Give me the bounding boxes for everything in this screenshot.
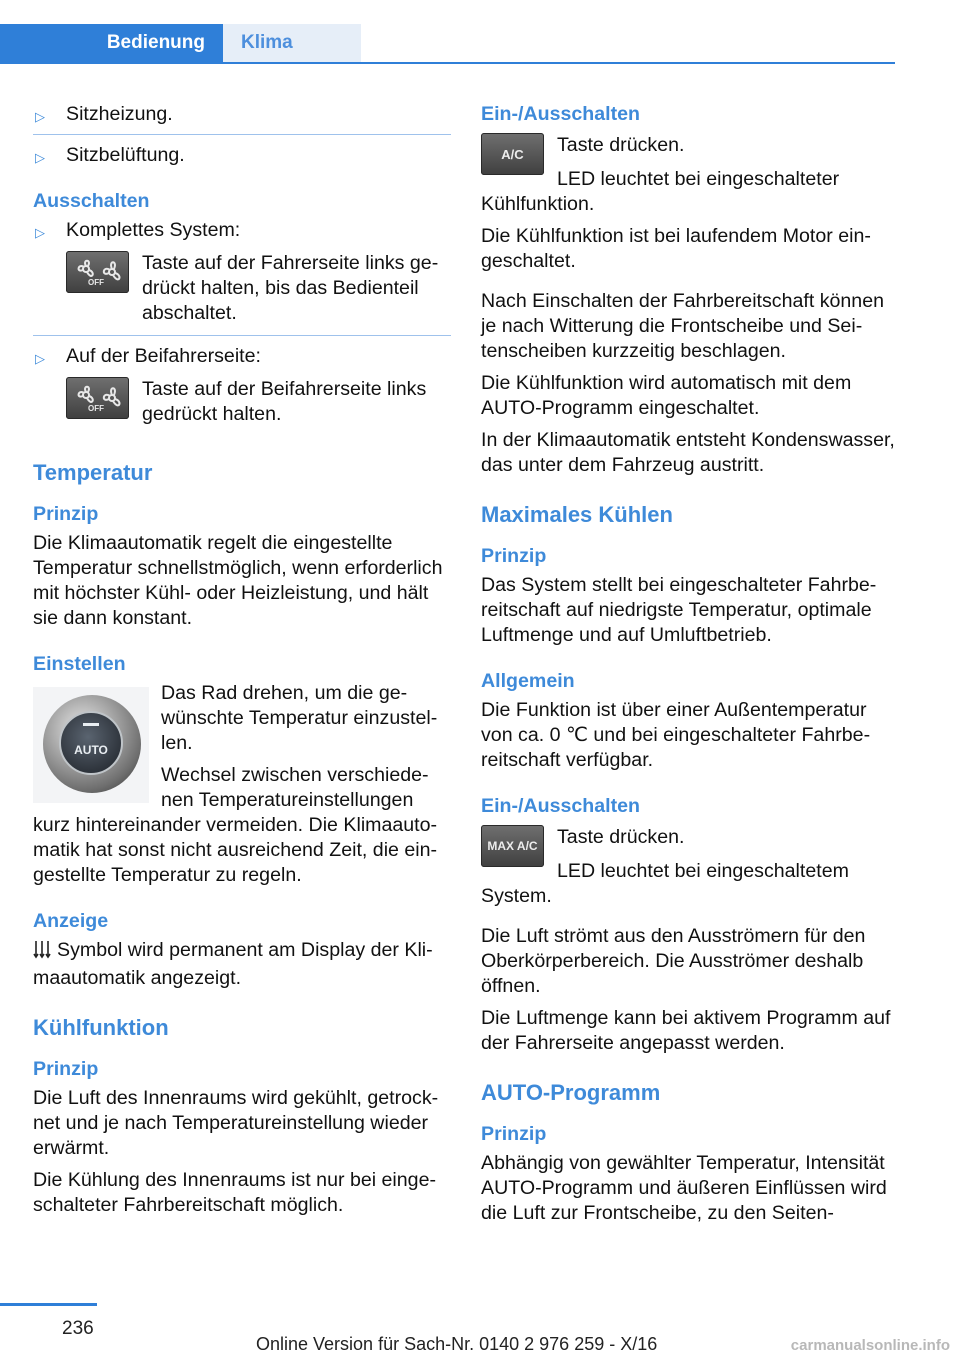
list-item-label: Auf der Beifahrerseite: <box>66 345 261 367</box>
paragraph: Abhängig von gewählter Temperatur, Intensität AUTO-Programm und äußeren Einflüssen wird die Luft zur Frontscheibe, zu den Seiten- <box>481 1152 887 1224</box>
list-item-text: Sitzbelüftung. <box>66 144 185 166</box>
right-column <box>481 102 899 1233</box>
paragraph: Nach Einschalten der Fahrbereitschaft können je nach Witterung die Frontscheibe und Seitenscheiben kurzzeitig beschlagen. <box>481 290 884 362</box>
header-tabs <box>0 24 895 64</box>
paragraph: Die Kühlfunktion ist bei laufendem Motor eingeschaltet. <box>481 225 871 272</box>
triangle-bullet-icon: ▷ <box>35 150 45 165</box>
section-heading: Maximales Kühlen <box>481 502 673 527</box>
list-item <box>33 102 451 135</box>
minus-icon <box>83 723 99 726</box>
tab-klima[interactable]: Klima <box>223 24 361 62</box>
footer-online-version: Online Version für Sach-Nr. 0140 2 976 259 - X/16 <box>256 1334 658 1354</box>
paragraph: In der Klimaautomatik entsteht Kondenswasser, das unter dem Fahrzeug austritt. <box>481 429 895 476</box>
section-heading: AUTO-Programm <box>481 1080 661 1105</box>
section-heading: Temperatur <box>33 460 153 485</box>
fan-off-button-icon <box>66 251 129 293</box>
footer-rule <box>0 1303 97 1306</box>
subsection-heading: Ein-/Ausschalten <box>481 103 640 125</box>
svg-text:OFF: OFF <box>87 404 104 413</box>
max-ac-button-icon: MAX A/C <box>481 825 544 867</box>
fan-off-button-icon <box>66 377 129 419</box>
svg-text:OFF: OFF <box>87 278 104 287</box>
list-item-label: Komplettes System: <box>66 219 241 241</box>
paragraph: Taste drücken. <box>557 134 685 156</box>
list-item-text: Sitzheizung. <box>66 103 173 125</box>
subsection-heading: Ein-/Ausschalten <box>481 795 640 817</box>
temperature-knob-image <box>33 687 149 803</box>
paragraph: Die Luft des Innenraums wird gekühlt, getrocknet und je nach Temperatureinstellung wieder erwärmt. <box>33 1087 439 1159</box>
paragraph: Taste drücken. <box>557 826 685 848</box>
subsection-heading: Prinzip <box>481 545 547 567</box>
triangle-bullet-icon: ▷ <box>35 351 45 366</box>
knob-center: AUTO <box>59 711 123 775</box>
paragraph: Symbol wird permanent am Display der Klimaautomatik angezeigt. <box>33 939 433 989</box>
cooling-symbol-icon <box>33 939 51 966</box>
subsection-heading: Allgemein <box>481 670 575 692</box>
paragraph: Die Luft strömt aus den Ausströmern für den Oberkörperbereich. Die Ausströmer deshalb öffnen. <box>481 925 866 997</box>
section-heading: Kühlfunktion <box>33 1015 169 1040</box>
paragraph: LED leuchtet bei eingeschalteter Kühlfunktion. <box>481 168 840 215</box>
triangle-bullet-icon: ▷ <box>35 109 45 124</box>
list-item-text: Taste auf der Beifahrerseite links gedrückt halten. <box>142 378 427 425</box>
list-item <box>33 143 451 175</box>
list-item <box>33 218 451 336</box>
subsection-heading: Einstellen <box>33 653 126 675</box>
paragraph: Die Luftmenge kann bei aktivem Programm auf der Fahrerseite angepasst werden. <box>481 1007 891 1054</box>
subsection-heading: Prinzip <box>33 503 99 525</box>
list-item-text: Taste auf der Fahrerseite links gedrückt halten, bis das Bedienteil abschaltet. <box>142 252 439 324</box>
paragraph: Die Kühlfunktion wird automatisch mit dem AUTO-Programm eingeschaltet. <box>481 372 852 419</box>
tab-bedienung[interactable]: Bedienung <box>0 24 223 62</box>
paragraph: Die Kühlung des Innenraums ist nur bei eingeschalteter Fahrbereitschaft möglich. <box>33 1169 437 1216</box>
page-number: 236 <box>62 1318 94 1339</box>
paragraph: Die Funktion ist über einer Außentemperatur von ca. 0 ℃ und bei eingeschalteter Fahrbereitschaft verfügbar. <box>481 699 871 771</box>
paragraph: Wechsel zwischen verschiedenen Temperatureinstellungen kurz hintereinander vermeiden. Die Klimaautomatik hat sonst nicht ausreichend Zeit, die eingestellte Temperatur zu regeln. <box>33 764 438 886</box>
ac-button-icon: A/C <box>481 133 544 175</box>
paragraph: Das System stellt bei eingeschalteter Fahrbereitschaft auf niedrigste Temperatur, optimale Luftmenge und auf Umluftbetrieb. <box>481 574 877 646</box>
subsection-heading: Prinzip <box>481 1123 547 1145</box>
triangle-bullet-icon: ▷ <box>35 225 45 240</box>
subsection-heading: Prinzip <box>33 1058 99 1080</box>
paragraph: LED leuchtet bei eingeschaltetem System. <box>481 860 849 907</box>
paragraph: Das Rad drehen, um die gewünschte Temperatur einzustellen. <box>161 682 438 754</box>
watermark: carmanualsonline.info <box>790 1337 950 1354</box>
paragraph: Die Klimaautomatik regelt die eingestellte Temperatur schnellstmöglich, wenn erforderlich mit höchster Kühl- oder Heizleistung, und hält sie dann konstant. <box>33 532 443 629</box>
list-item <box>33 344 451 436</box>
subsection-heading: Anzeige <box>33 910 109 932</box>
section-heading: Ausschalten <box>33 190 150 212</box>
left-column <box>33 102 451 1225</box>
